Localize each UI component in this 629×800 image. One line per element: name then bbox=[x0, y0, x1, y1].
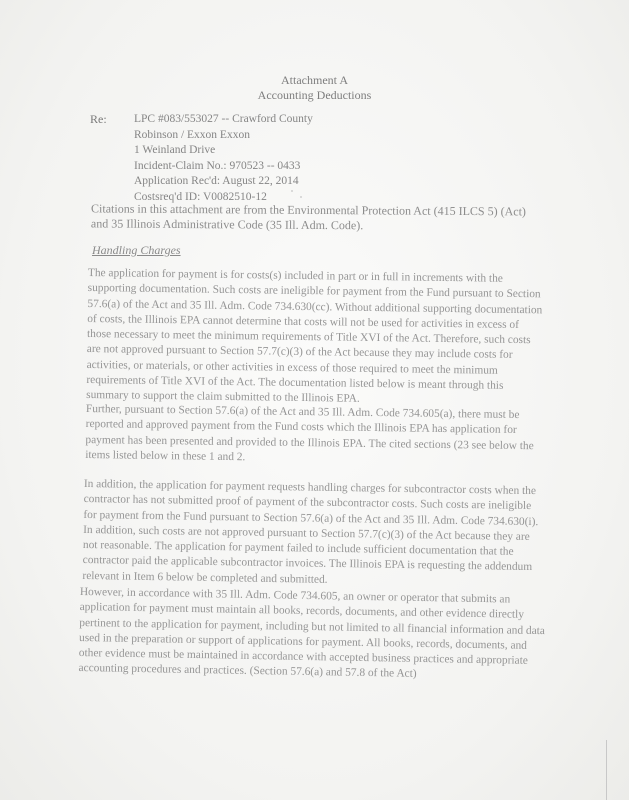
intro-paragraph: Citations in this attachment are from the Environmental Protection Act (415 ILCS 5) (Act) and 35 Illinois Administrative Code (35 Ill. Adm. Code). bbox=[90, 201, 527, 233]
body-paragraph: However, in accordance with 35 Ill. Adm. Code 734.605, an owner or operator that submits an application for payment must maintain all books, records, documents, and other evidence directly pertinent to the application for payment, including but not limited to all financial information and data used in the preparation or support of applications for payment. All books, records, documents, and other evidence must be maintained in accordance with accepted business practices and appropriate accounting procedures and practices. (Section 57.6(a) and 57.8 of the Act) bbox=[78, 585, 546, 681]
body-paragraph: In addition, the application for payment requests handling charges for subcontractor costs when the contractor has not submitted proof of payment of the subcontractor costs. Such costs are ineligible for payment from the Fund pursuant to Section 57.6(a) of the Act and 35 Ill. Adm. Code 734.630(i). In addition, such costs are not approved pursuant to Section 57.7(c)(3) of the Act because they are not reasonable. The application for payment failed to include sufficient documentation that the contractor paid the applicable subcontractor invoices. The Illinois EPA is requesting the addendum relevant in Item 6 below be completed and submitted. bbox=[82, 477, 539, 586]
scan-speck bbox=[300, 196, 302, 198]
re-line: Robinson / Exxon Exxon bbox=[134, 128, 250, 141]
scan-edge-mark bbox=[606, 740, 607, 800]
re-line: Costsreq'd ID: V0082510-12 bbox=[134, 190, 267, 203]
scan-speck bbox=[291, 190, 293, 192]
re-line: Incident-Claim No.: 970523 -- 0433 bbox=[134, 159, 301, 172]
body-paragraph: Further, pursuant to Section 57.6(a) of the Act and 35 Ill. Adm. Code 734.605(a), there must be reported and approved payment from the Fund costs which the Illinois EPA has application for payment has been presented and provided to the Illinois EPA. The cited sections (23 see below the items listed below in these 1 and 2. bbox=[85, 402, 534, 464]
re-label: Re: bbox=[90, 112, 107, 126]
section-heading: Handling Charges bbox=[92, 243, 181, 257]
re-line: LPC #083/553027 -- Crawford County bbox=[134, 113, 313, 125]
attachment-subtitle: Accounting Deductions bbox=[257, 88, 372, 102]
re-line: 1 Weinland Drive bbox=[134, 144, 216, 156]
body-paragraph: The application for payment is for costs(s) included in part or in full in increments with the supporting documentation. Such costs are ineligible for payment from the Fund pursuant to Section 57.6(a) of the Act and 35 Ill. Adm. Code 734.630(cc). Without additional supporting documentation of costs, the Illinois EPA cannot determine that costs will not be used for activities in excess of those necessary to meet the minimum requirements of Title XVI of the Act. Therefore, such costs are not approved pursuant to Section 57.7(c)(3) of the Act because they may include costs for activities, or materials, or other activities in excess of those required to meet the minimum requirements of Title XVI of the Act. The documentation listed below is meant through this summary to support the claim submitted to the Illinois EPA. bbox=[86, 266, 543, 406]
attachment-title: Attachment A bbox=[281, 73, 348, 87]
re-line: Application Rec'd: August 22, 2014 bbox=[134, 175, 299, 187]
re-block bbox=[134, 112, 313, 205]
